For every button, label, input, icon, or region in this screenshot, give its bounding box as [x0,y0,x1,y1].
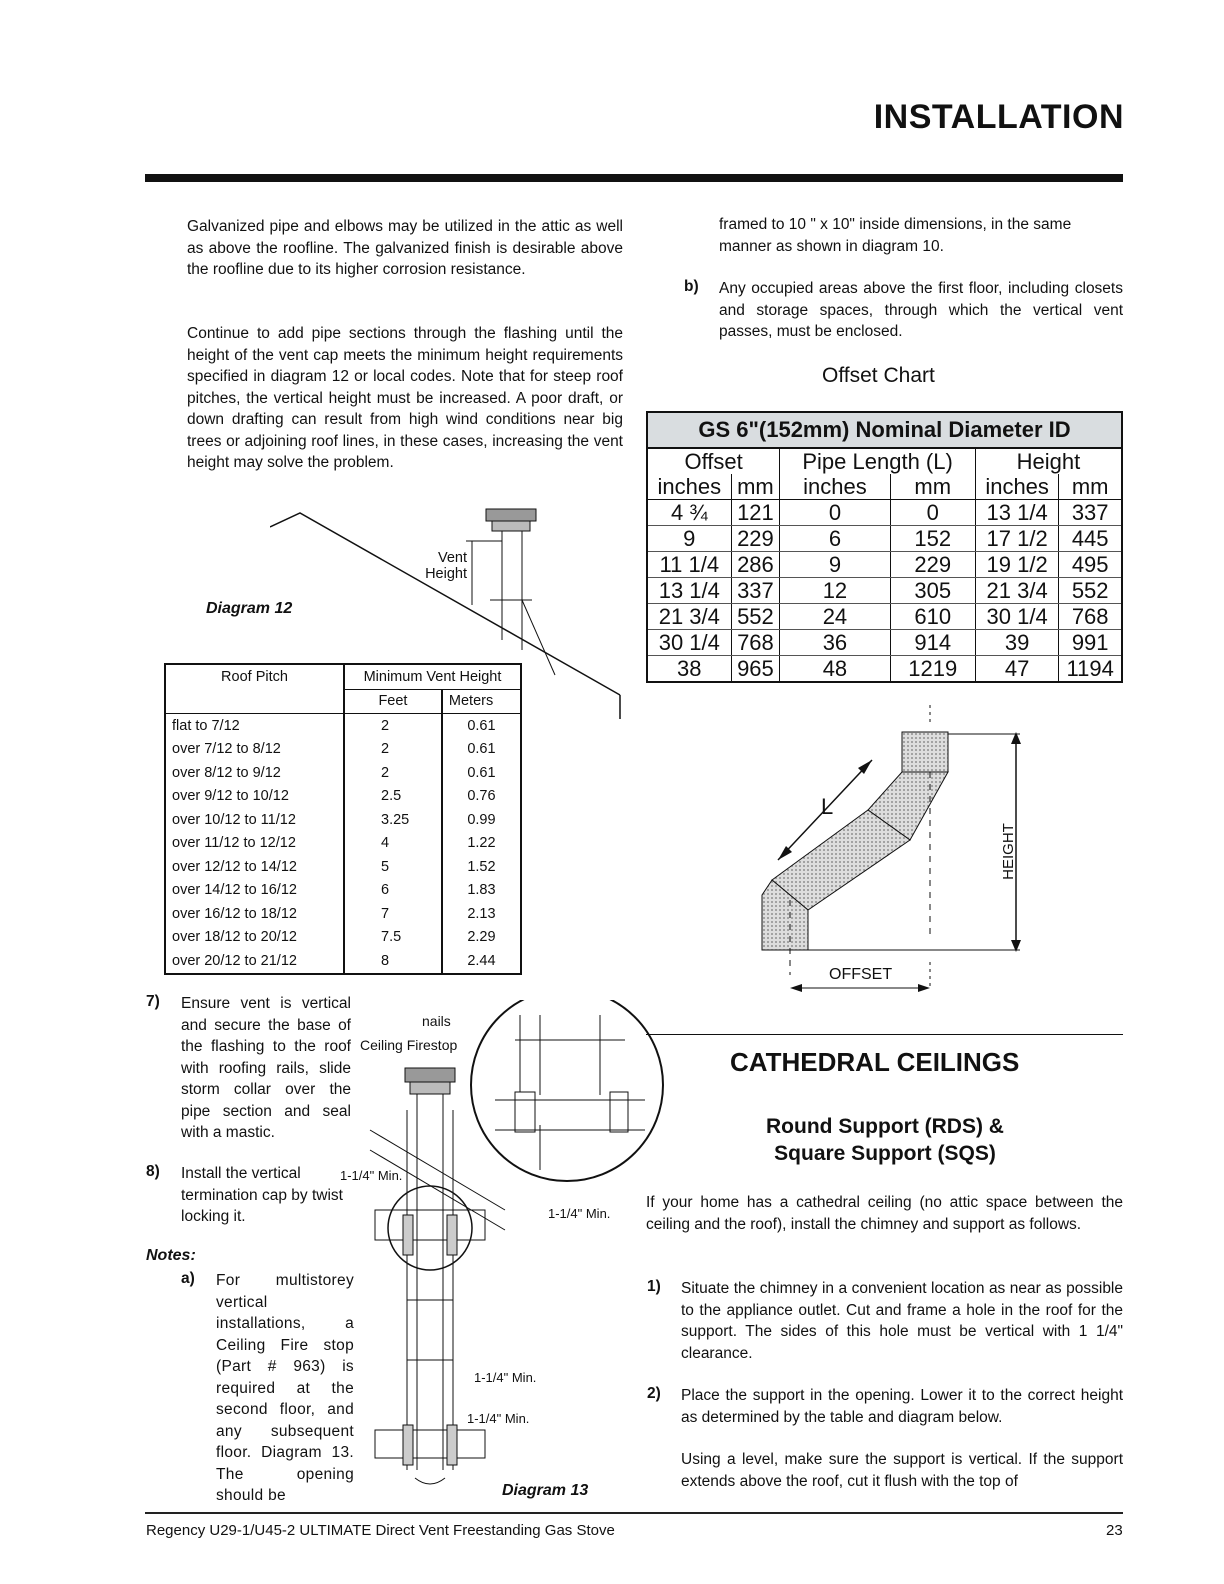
step-1-number: 1) [647,1278,661,1295]
cell: 768 [1059,604,1122,630]
unit-cell: mm [1059,474,1122,500]
meters-cell: 2.29 [442,926,521,950]
feet-cell: 3.25 [344,808,442,832]
unit-cell: mm [731,474,780,500]
feet-cell: 2 [344,714,442,738]
cell: 495 [1059,552,1122,578]
meters-cell: 2.13 [442,902,521,926]
step-8-text: Install the vertical termination cap by twist locking it. [181,1165,343,1225]
feet-cell: 8 [344,949,442,974]
notes-label: Notes: [146,1247,196,1264]
cell: 305 [890,578,975,604]
step-7-number: 7) [146,993,160,1010]
step-7-text: Ensure vent is vertical and secure the base of the flashing to the roof with roofing rails, slide storm collar over the pipe section and seal with a mastic. [181,995,351,1141]
cell: 337 [1059,500,1122,526]
pitch-cell: over 8/12 to 9/12 [172,764,281,781]
page-number: 23 [1106,1522,1123,1539]
table-row [165,761,521,785]
unit-cell: inches [975,474,1058,500]
pitch-cell: over 11/12 to 12/12 [172,835,296,852]
col-roof-pitch: Roof Pitch [221,669,288,685]
table-row [647,526,1122,552]
table-row [647,656,1122,683]
diagram-12-label: Diagram 12 [206,600,293,617]
cell: 9 [647,526,731,552]
table-row [165,785,521,809]
pitch-cell: over 20/12 to 21/12 [172,952,297,969]
cell: 48 [780,656,890,683]
feet-cell: 4 [344,832,442,856]
ceiling-firestop-label: Ceiling Firestop [360,1037,458,1053]
feet-cell: 2 [344,761,442,785]
cell: 21 3/4 [975,578,1058,604]
note-a-number: a) [181,1270,195,1287]
table-row [647,604,1122,630]
group-pipe-length: Pipe Length (L) [780,448,976,474]
cell: 30 1/4 [975,604,1058,630]
offset-chart-table [646,411,1123,683]
header-rule [145,174,1123,182]
cell: 19 1/2 [975,552,1058,578]
group-height: Height [975,448,1122,474]
table-row [165,855,521,879]
cell: 610 [890,604,975,630]
min-label-1: 1-1/4" Min. [340,1168,403,1183]
cell: 914 [890,630,975,656]
meters-cell: 0.99 [442,808,521,832]
footer-rule [145,1512,1123,1514]
pitch-cell: over 14/12 to 16/12 [172,882,297,899]
meters-cell: 1.83 [442,879,521,903]
meters-cell: 0.61 [442,761,521,785]
cell: 768 [731,630,780,656]
cell: 6 [780,526,890,552]
cell: 11 1/4 [647,552,731,578]
nails-label: nails [422,1013,451,1029]
min-label-2: 1-1/4" Min. [548,1206,611,1221]
table-row [165,714,521,738]
table-row [165,949,521,974]
table-row [647,630,1122,656]
cell: 24 [780,604,890,630]
cell: 39 [975,630,1058,656]
support-subtitle [740,1113,1030,1167]
support-line-1: Round Support (RDS) & [766,1115,1004,1138]
cell: 1219 [890,656,975,683]
pitch-cell: over 16/12 to 18/12 [172,905,297,922]
table-row [165,738,521,762]
feet-cell: 2 [344,738,442,762]
cell: 965 [731,656,780,683]
right-continuation: framed to 10 " x 10" inside dimensions, in the same manner as shown in diagram 10. [719,216,1072,255]
pipe-length-l-label: L [821,794,834,819]
group-offset: Offset [684,448,743,474]
cell: 21 3/4 [647,604,731,630]
cell: 13 1/4 [975,500,1058,526]
pitch-cell: over 12/12 to 14/12 [172,858,297,875]
pitch-cell: over 10/12 to 11/12 [172,811,296,828]
meters-cell: 1.22 [442,832,521,856]
table-row [165,879,521,903]
table-row [165,926,521,950]
table-row [165,808,521,832]
cell: 0 [890,500,975,526]
pitch-cell: over 7/12 to 8/12 [172,741,281,758]
cell: 13 1/4 [647,578,731,604]
unit-cell: inches [780,474,890,500]
cell: 229 [890,552,975,578]
roof-pitch-table [164,663,522,975]
cell: 121 [731,500,780,526]
cathedral-ceilings-title: CATHEDRAL CEILINGS [730,1047,1020,1077]
offset-table-header: GS 6"(152mm) Nominal Diameter ID [647,412,1122,448]
footer-title: Regency U29-1/U45-2 ULTIMATE Direct Vent Freestanding Gas Stove [146,1522,615,1539]
meters-cell: 0.61 [442,738,521,762]
pitch-cell: flat to 7/12 [165,714,344,738]
vent-height-label [422,550,467,582]
page-title: INSTALLATION [873,98,1124,136]
cell: 552 [1059,578,1122,604]
diagram-13-label: Diagram 13 [502,1482,589,1499]
cell: 30 1/4 [647,630,731,656]
offset-chart-title: Offset Chart [822,364,935,387]
table-row [165,832,521,856]
vent-label: Vent [437,550,467,566]
note-b-text: Any occupied areas above the first floor, including closets and storage spaces, through which the vertical vent passes, must be enclosed. [719,280,1123,340]
offset-label: OFFSET [829,966,893,983]
cell: 991 [1059,630,1122,656]
step-1-text: Situate the chimney in a convenient location as near as possible to the appliance outlet. Cut and frame a hole in the roof for the support. The sides of this hole must be vertical with 1 1/4" clearance. [681,1280,1123,1362]
cell: 36 [780,630,890,656]
table-row [647,578,1122,604]
unit-cell: inches [647,474,731,500]
cell: 286 [731,552,780,578]
table-row [647,500,1122,526]
feet-cell: 2.5 [344,785,442,809]
height-label: Height [425,566,467,582]
meters-cell: 1.52 [442,855,521,879]
meters-cell: 0.61 [442,714,521,738]
offset-elbow-diagram [750,700,1040,1000]
feet-cell: 7.5 [344,926,442,950]
cell: 337 [731,578,780,604]
table-row [165,902,521,926]
unit-cell: mm [890,474,975,500]
left-paragraph-2: Continue to add pipe sections through the flashing until the height of the vent cap meets the minimum height requirements specified in diagram 12 or local codes. Note that for steep roof pitches, the vertical height must be increased. A poor draft, or down drafting can result from high wind conditions near big trees or adjoining roof lines, in these cases, increasing the vent height may solve the problem. [187,325,623,471]
cell: 1194 [1059,656,1122,683]
cell: 47 [975,656,1058,683]
step-2-text: Place the support in the opening. Lower it to the correct height as determined by the table and diagram below. [681,1387,1123,1426]
col-meters: Meters [442,689,521,714]
min-label-3: 1-1/4" Min. [474,1370,537,1385]
col-feet: Feet [344,689,442,714]
cell: 17 1/2 [975,526,1058,552]
cell: 0 [780,500,890,526]
cathedral-intro: If your home has a cathedral ceiling (no attic space between the ceiling and the roof), install the chimney and support as follows. [646,1194,1123,1233]
note-a-text: For multistorey vertical installations, a Ceiling Fire stop (Part # 963) is required at the second floor, and any subsequent floor. Diagram 13. The opening should be [216,1272,354,1504]
support-line-2: Square Support (SQS) [774,1142,996,1165]
col-min-vent-height: Minimum Vent Height [344,664,521,689]
step-8-number: 8) [146,1163,160,1180]
cell: 152 [890,526,975,552]
step-2-continued: Using a level, make sure the support is vertical. If the support extends above the roof, cut it flush with the top of [681,1451,1123,1490]
cell: 229 [731,526,780,552]
left-paragraph-1: Galvanized pipe and elbows may be utilized in the attic as well as above the roofline. The galvanized finish is desirable above the roofline due to its higher corrosion resistance. [187,218,623,278]
section-divider [646,1034,1123,1035]
cell: 9 [780,552,890,578]
pitch-cell: over 9/12 to 10/12 [172,788,289,805]
cell: 4 ¾ [647,500,731,526]
min-label-4: 1-1/4" Min. [467,1411,530,1426]
cell: 12 [780,578,890,604]
feet-cell: 7 [344,902,442,926]
feet-cell: 6 [344,879,442,903]
meters-cell: 0.76 [442,785,521,809]
pitch-cell: over 18/12 to 20/12 [172,929,297,946]
feet-cell: 5 [344,855,442,879]
cell: 445 [1059,526,1122,552]
step-2-number: 2) [647,1385,661,1402]
cell: 552 [731,604,780,630]
note-b-number: b) [684,278,699,295]
meters-cell: 2.44 [442,949,521,974]
table-row [647,552,1122,578]
cell: 38 [647,656,731,683]
height-label: HEIGHT [999,823,1017,880]
